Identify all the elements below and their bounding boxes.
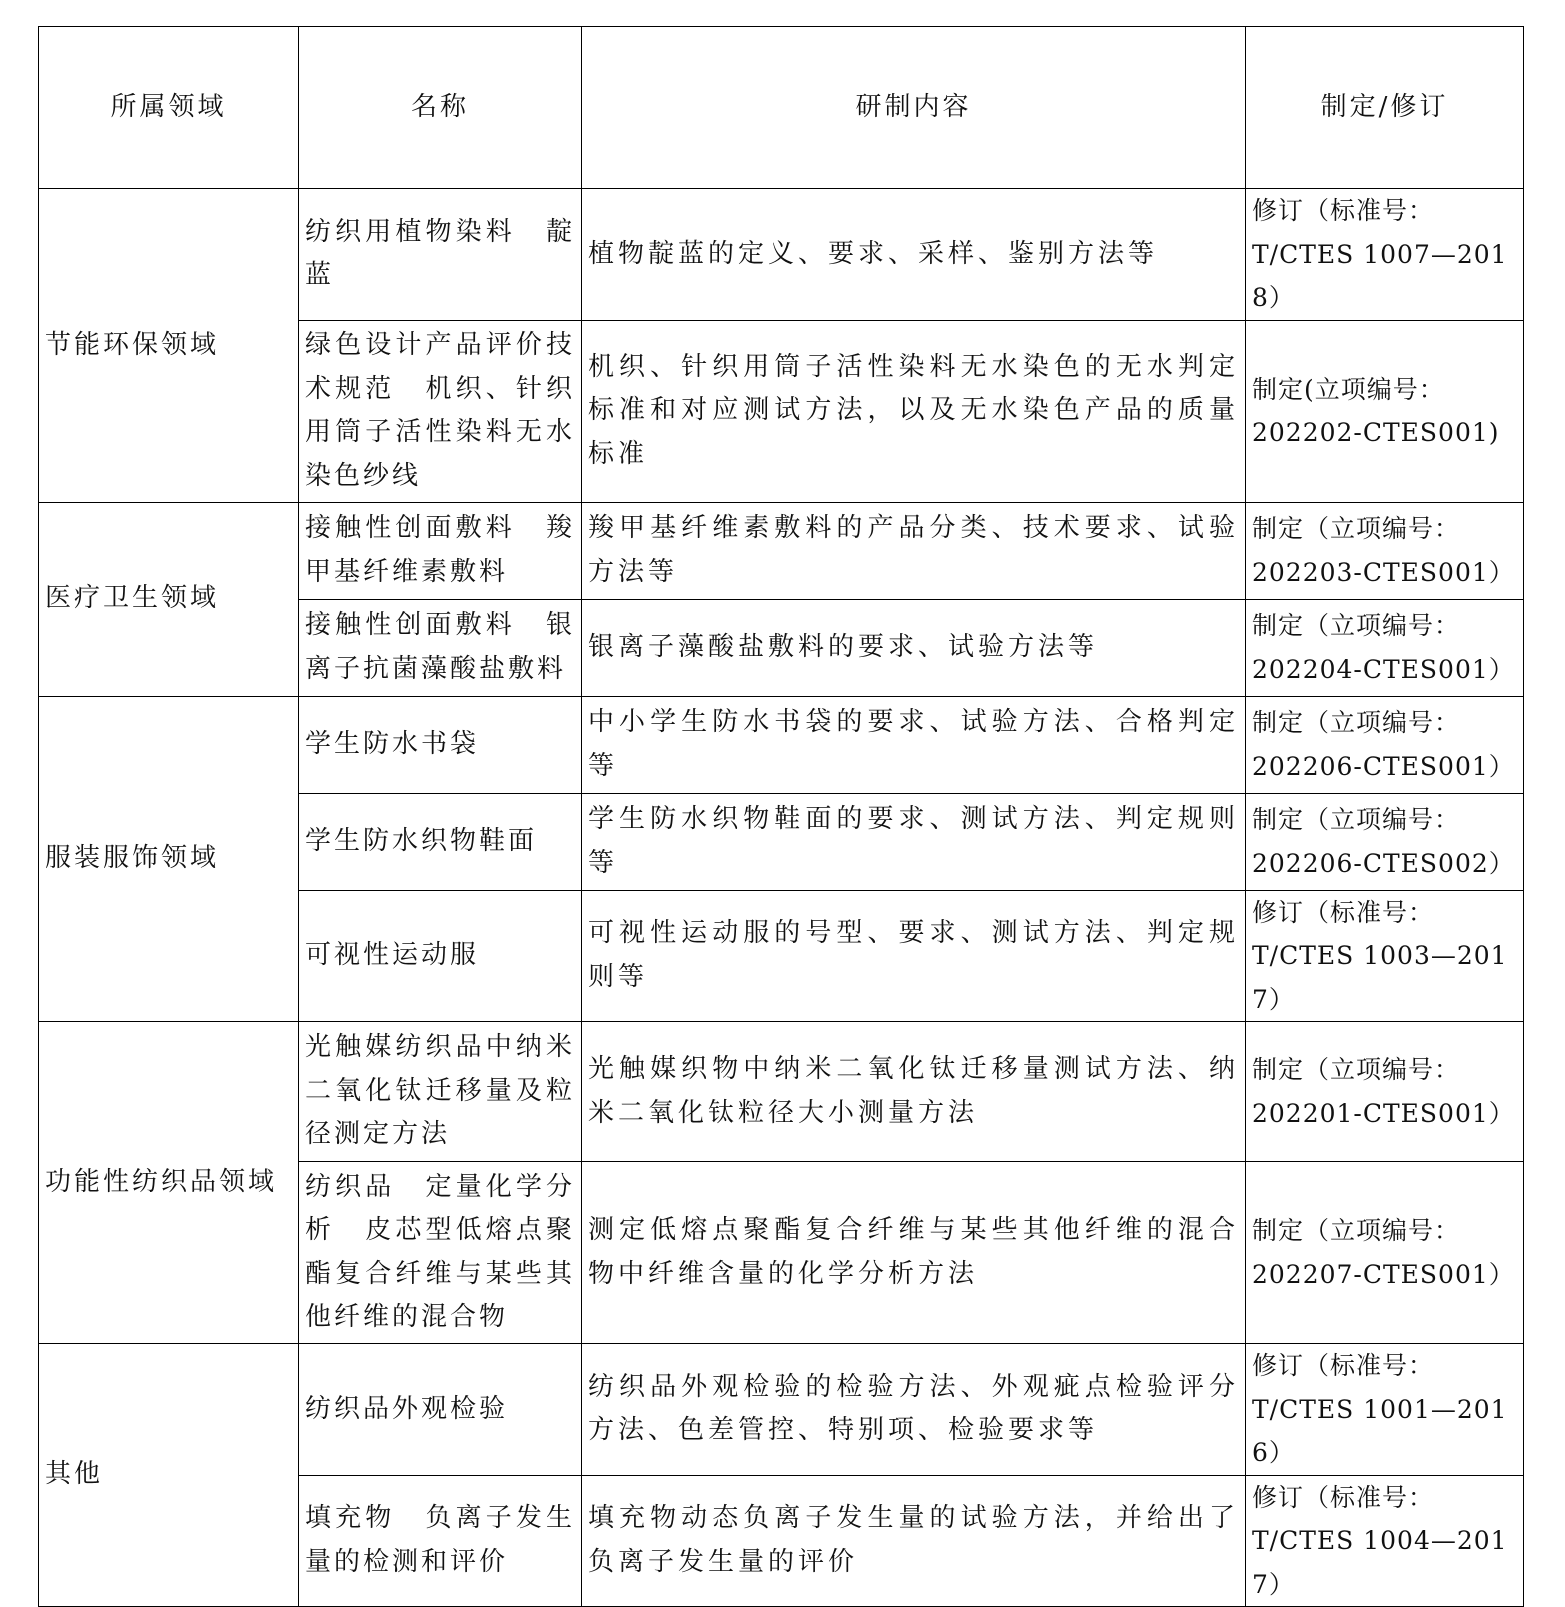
status-cell <box>1246 696 1524 793</box>
content-cell: 学生防水织物鞋面的要求、测试方法、判定规则等 <box>582 793 1246 890</box>
status-line: 修订（标准号： <box>1252 1351 1435 1380</box>
name-cell: 接触性创面敷料 羧甲基纤维素敷料 <box>299 502 582 599</box>
table-row <box>39 1344 1524 1476</box>
status-line: 制定（立项编号： <box>1252 1055 1461 1084</box>
table-row <box>39 696 1524 793</box>
status-line: 制定（立项编号： <box>1252 805 1461 834</box>
status-line: 修订（标准号： <box>1252 1482 1435 1512</box>
status-line: T/CTES 1004—2017） <box>1252 1526 1508 1599</box>
status-line: 制定（立项编号： <box>1252 611 1461 640</box>
name-cell: 纺织品外观检验 <box>299 1344 582 1476</box>
content-cell: 光触媒织物中纳米二氧化钛迁移量测试方法、纳米二氧化钛粒径大小测量方法 <box>582 1022 1246 1162</box>
content-cell: 填充物动态负离子发生量的试验方法，并给出了负离子发生量的评价 <box>582 1475 1246 1607</box>
status-cell <box>1246 1344 1524 1476</box>
header-status: 制定/修订 <box>1246 27 1524 189</box>
status-line: 202206-CTES002） <box>1252 848 1515 878</box>
table-row <box>39 502 1524 599</box>
status-cell <box>1246 189 1524 321</box>
category-cell: 其他 <box>39 1344 299 1607</box>
name-cell: 学生防水织物鞋面 <box>299 793 582 890</box>
status-cell <box>1246 1022 1524 1162</box>
status-cell <box>1246 1162 1524 1344</box>
status-cell <box>1246 502 1524 599</box>
name-cell: 可视性运动服 <box>299 890 582 1022</box>
status-line: 制定（立项编号： <box>1252 1216 1461 1245</box>
category-cell: 节能环保领域 <box>39 189 299 503</box>
content-cell: 纺织品外观检验的检验方法、外观疵点检验评分方法、色差管控、特别项、检验要求等 <box>582 1344 1246 1476</box>
status-line: 202207-CTES001） <box>1252 1259 1515 1289</box>
name-cell: 填充物 负离子发生量的检测和评价 <box>299 1475 582 1607</box>
standards-table <box>38 26 1524 1607</box>
category-cell: 医疗卫生领域 <box>39 502 299 696</box>
status-cell <box>1246 890 1524 1022</box>
name-cell: 绿色设计产品评价技术规范 机织、针织用筒子活性染料无水染色纱线 <box>299 320 582 502</box>
name-cell: 学生防水书袋 <box>299 696 582 793</box>
status-cell <box>1246 599 1524 696</box>
status-line: 制定（立项编号： <box>1252 708 1461 737</box>
content-cell: 中小学生防水书袋的要求、试验方法、合格判定等 <box>582 696 1246 793</box>
category-cell: 服装服饰领域 <box>39 696 299 1022</box>
header-row <box>39 27 1524 189</box>
status-line: 202203-CTES001） <box>1252 557 1515 587</box>
content-cell: 羧甲基纤维素敷料的产品分类、技术要求、试验方法等 <box>582 502 1246 599</box>
status-line: 202201-CTES001） <box>1252 1098 1515 1128</box>
header-field: 所属领域 <box>39 27 299 189</box>
status-cell <box>1246 793 1524 890</box>
content-cell: 可视性运动服的号型、要求、测试方法、判定规则等 <box>582 890 1246 1022</box>
status-line: 制定(立项编号： <box>1252 374 1445 404</box>
status-line: T/CTES 1001—2016） <box>1252 1394 1508 1467</box>
status-cell <box>1246 1475 1524 1607</box>
header-content: 研制内容 <box>582 27 1246 189</box>
status-line: 202206-CTES001） <box>1252 751 1515 781</box>
status-line: 制定（立项编号： <box>1252 514 1461 543</box>
content-cell: 植物靛蓝的定义、要求、采样、鉴别方法等 <box>582 189 1246 321</box>
status-cell <box>1246 320 1524 502</box>
category-cell: 功能性纺织品领域 <box>39 1022 299 1344</box>
status-line: 修订（标准号： <box>1252 196 1435 225</box>
content-cell: 测定低熔点聚酯复合纤维与某些其他纤维的混合物中纤维含量的化学分析方法 <box>582 1162 1246 1344</box>
content-cell: 机织、针织用筒子活性染料无水染色的无水判定标准和对应测试方法，以及无水染色产品的质量标准 <box>582 320 1246 502</box>
status-line: 修订（标准号： <box>1252 897 1435 927</box>
status-line: T/CTES 1003—2017） <box>1252 941 1508 1014</box>
status-line: T/CTES 1007—2018） <box>1252 239 1508 312</box>
table-row <box>39 1022 1524 1162</box>
status-line: 202202-CTES001) <box>1252 418 1500 447</box>
status-line: 202204-CTES001） <box>1252 654 1515 684</box>
content-cell: 银离子藻酸盐敷料的要求、试验方法等 <box>582 599 1246 696</box>
name-cell: 光触媒纺织品中纳米二氧化钛迁移量及粒径测定方法 <box>299 1022 582 1162</box>
name-cell: 纺织品 定量化学分析 皮芯型低熔点聚酯复合纤维与某些其他纤维的混合物 <box>299 1162 582 1344</box>
header-name: 名称 <box>299 27 582 189</box>
table-row <box>39 189 1524 321</box>
name-cell: 接触性创面敷料 银离子抗菌藻酸盐敷料 <box>299 599 582 696</box>
name-cell: 纺织用植物染料 靛蓝 <box>299 189 582 321</box>
